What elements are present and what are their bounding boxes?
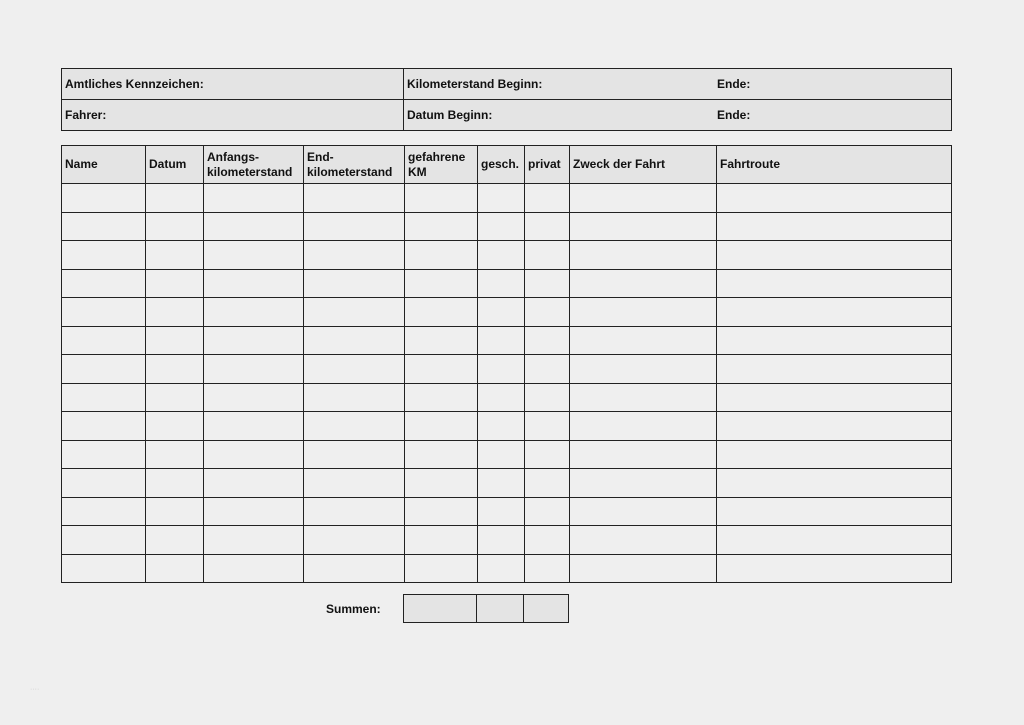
table-cell[interactable] [62, 383, 146, 412]
table-cell[interactable] [62, 355, 146, 384]
table-cell[interactable] [525, 469, 570, 498]
table-cell[interactable] [62, 469, 146, 498]
table-cell[interactable] [478, 383, 525, 412]
table-cell[interactable] [525, 383, 570, 412]
table-cell[interactable] [717, 355, 952, 384]
table-cell[interactable] [62, 412, 146, 441]
table-cell[interactable] [204, 298, 304, 327]
table-cell[interactable] [62, 554, 146, 583]
table-cell[interactable] [525, 526, 570, 555]
table-cell[interactable] [204, 469, 304, 498]
table-cell[interactable] [478, 497, 525, 526]
license-plate-label: Amtliches Kennzeichen: [65, 77, 204, 91]
table-cell[interactable] [62, 440, 146, 469]
table-row [62, 526, 952, 555]
table-cell[interactable] [204, 412, 304, 441]
header-date: Datum [146, 146, 204, 184]
table-cell[interactable] [525, 554, 570, 583]
table-cell[interactable] [204, 241, 304, 270]
table-cell[interactable] [570, 497, 717, 526]
table-cell[interactable] [717, 383, 952, 412]
table-cell[interactable] [204, 554, 304, 583]
table-cell[interactable] [304, 497, 405, 526]
date-start-label: Datum Beginn: [407, 108, 493, 122]
table-cell[interactable] [204, 269, 304, 298]
table-cell[interactable] [405, 469, 478, 498]
table-cell[interactable] [478, 469, 525, 498]
odometer-end-label: Ende: [717, 77, 751, 91]
table-cell[interactable] [146, 326, 204, 355]
table-cell[interactable] [570, 383, 717, 412]
summary-row [404, 595, 569, 623]
table-cell[interactable] [570, 298, 717, 327]
table-cell[interactable] [204, 497, 304, 526]
header-odometer-end: End- kilometerstand [304, 146, 405, 184]
table-row [62, 440, 952, 469]
table-cell[interactable] [204, 212, 304, 241]
sum-private-cell[interactable] [524, 595, 569, 623]
table-cell[interactable] [570, 355, 717, 384]
table-cell[interactable] [478, 184, 525, 213]
table-cell[interactable] [717, 526, 952, 555]
table-cell[interactable] [478, 554, 525, 583]
table-cell[interactable] [204, 383, 304, 412]
table-cell[interactable] [204, 440, 304, 469]
info-row-1 [62, 69, 952, 100]
table-cell[interactable] [146, 241, 204, 270]
table-cell[interactable] [405, 212, 478, 241]
log-header-row [62, 146, 952, 184]
table-cell[interactable] [146, 184, 204, 213]
license-plate-field[interactable] [62, 69, 404, 100]
table-cell[interactable] [525, 497, 570, 526]
table-cell[interactable] [525, 326, 570, 355]
table-row [62, 497, 952, 526]
table-cell[interactable] [304, 241, 405, 270]
table-cell[interactable] [204, 355, 304, 384]
table-cell[interactable] [717, 298, 952, 327]
trip-log-table [61, 145, 952, 583]
table-cell[interactable] [146, 383, 204, 412]
table-cell[interactable] [478, 355, 525, 384]
header-purpose: Zweck der Fahrt [570, 146, 717, 184]
table-row [62, 412, 952, 441]
table-cell[interactable] [304, 184, 405, 213]
table-cell[interactable] [478, 326, 525, 355]
table-row [62, 383, 952, 412]
table-row [62, 554, 952, 583]
table-row [62, 212, 952, 241]
table-cell[interactable] [570, 269, 717, 298]
table-cell[interactable] [146, 412, 204, 441]
table-cell[interactable] [146, 269, 204, 298]
table-cell[interactable] [570, 184, 717, 213]
header-odometer-start: Anfangs- kilometerstand [204, 146, 304, 184]
table-cell[interactable] [146, 497, 204, 526]
table-cell[interactable] [304, 412, 405, 441]
table-cell[interactable] [304, 298, 405, 327]
table-cell[interactable] [405, 554, 478, 583]
table-cell[interactable] [62, 497, 146, 526]
header-private: privat [525, 146, 570, 184]
table-cell[interactable] [405, 298, 478, 327]
summary-table [403, 594, 569, 623]
table-cell[interactable] [525, 241, 570, 270]
table-row [62, 241, 952, 270]
table-cell[interactable] [525, 269, 570, 298]
table-cell[interactable] [570, 412, 717, 441]
table-cell[interactable] [62, 184, 146, 213]
table-cell[interactable] [405, 269, 478, 298]
sum-business-cell[interactable] [477, 595, 524, 623]
table-cell[interactable] [570, 554, 717, 583]
table-cell[interactable] [525, 212, 570, 241]
table-cell[interactable] [204, 184, 304, 213]
table-cell[interactable] [478, 440, 525, 469]
watermark: ···· [30, 686, 40, 693]
table-cell[interactable] [304, 440, 405, 469]
table-cell[interactable] [525, 298, 570, 327]
table-cell[interactable] [146, 355, 204, 384]
odometer-start-field[interactable] [404, 69, 952, 100]
table-cell[interactable] [405, 355, 478, 384]
table-cell[interactable] [405, 526, 478, 555]
table-cell[interactable] [405, 440, 478, 469]
driver-label: Fahrer: [65, 108, 107, 122]
table-cell[interactable] [405, 241, 478, 270]
table-cell[interactable] [146, 212, 204, 241]
table-cell[interactable] [62, 526, 146, 555]
table-cell[interactable] [304, 383, 405, 412]
table-cell[interactable] [478, 526, 525, 555]
table-cell[interactable] [62, 326, 146, 355]
table-cell[interactable] [62, 269, 146, 298]
table-cell[interactable] [405, 383, 478, 412]
header-name: Name [62, 146, 146, 184]
table-row [62, 269, 952, 298]
date-end-label: Ende: [717, 108, 751, 122]
table-cell[interactable] [62, 212, 146, 241]
header-distance-km: gefahrene KM [405, 146, 478, 184]
table-cell[interactable] [62, 241, 146, 270]
table-cell[interactable] [525, 412, 570, 441]
table-cell[interactable] [717, 269, 952, 298]
table-cell[interactable] [304, 355, 405, 384]
table-cell[interactable] [146, 554, 204, 583]
table-cell[interactable] [717, 469, 952, 498]
table-cell[interactable] [304, 554, 405, 583]
table-cell[interactable] [478, 412, 525, 441]
table-row [62, 326, 952, 355]
odometer-start-label: Kilometerstand Beginn: [407, 77, 543, 91]
table-cell[interactable] [478, 298, 525, 327]
table-cell[interactable] [570, 440, 717, 469]
table-cell[interactable] [405, 497, 478, 526]
table-cell[interactable] [717, 554, 952, 583]
table-cell[interactable] [304, 469, 405, 498]
table-cell[interactable] [304, 269, 405, 298]
summary-label: Summen: [326, 602, 381, 616]
table-cell[interactable] [525, 440, 570, 469]
table-cell[interactable] [717, 241, 952, 270]
table-cell[interactable] [304, 326, 405, 355]
table-cell[interactable] [525, 184, 570, 213]
table-cell[interactable] [717, 326, 952, 355]
table-cell[interactable] [478, 212, 525, 241]
driver-field[interactable] [62, 100, 404, 131]
table-cell[interactable] [478, 241, 525, 270]
table-row [62, 298, 952, 327]
table-cell[interactable] [570, 212, 717, 241]
table-cell[interactable] [304, 212, 405, 241]
info-row-2 [62, 100, 952, 131]
table-cell[interactable] [478, 269, 525, 298]
table-row [62, 184, 952, 213]
table-cell[interactable] [570, 326, 717, 355]
table-cell[interactable] [304, 526, 405, 555]
table-cell[interactable] [525, 355, 570, 384]
header-route: Fahrtroute [717, 146, 952, 184]
sum-distance-cell[interactable] [404, 595, 477, 623]
table-cell[interactable] [146, 298, 204, 327]
table-cell[interactable] [62, 298, 146, 327]
table-cell[interactable] [717, 184, 952, 213]
table-cell[interactable] [146, 526, 204, 555]
header-business: gesch. [478, 146, 525, 184]
date-start-field[interactable] [404, 100, 952, 131]
table-cell[interactable] [405, 184, 478, 213]
table-cell[interactable] [717, 497, 952, 526]
log-body [62, 184, 952, 583]
table-cell[interactable] [570, 526, 717, 555]
table-row [62, 355, 952, 384]
table-cell[interactable] [717, 440, 952, 469]
table-cell[interactable] [570, 469, 717, 498]
table-cell[interactable] [146, 440, 204, 469]
table-cell[interactable] [146, 469, 204, 498]
table-cell[interactable] [405, 412, 478, 441]
table-cell[interactable] [717, 212, 952, 241]
table-cell[interactable] [717, 412, 952, 441]
table-row [62, 469, 952, 498]
table-cell[interactable] [405, 326, 478, 355]
table-cell[interactable] [570, 241, 717, 270]
vehicle-info-table [61, 68, 952, 131]
table-cell[interactable] [204, 326, 304, 355]
table-cell[interactable] [204, 526, 304, 555]
